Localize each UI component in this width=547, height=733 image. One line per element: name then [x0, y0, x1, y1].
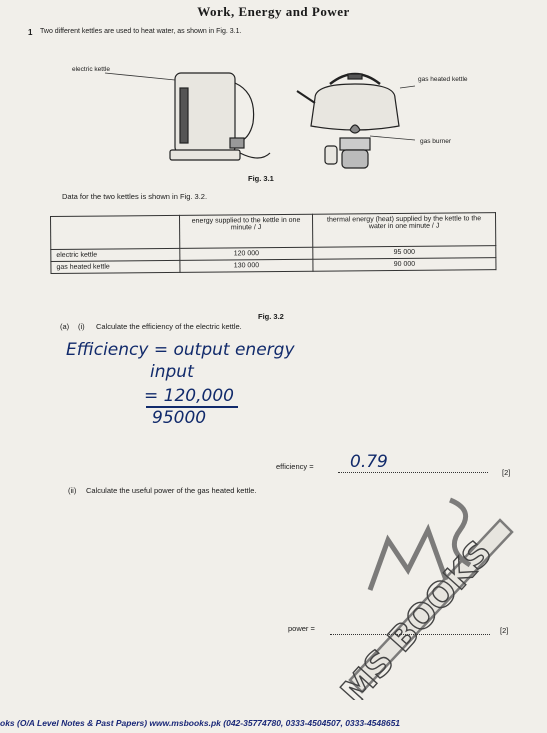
data-intro: Data for the two kettles is shown in Fig. 3.2.	[62, 192, 208, 201]
part-a-i-text: Calculate the efficiency of the electric kettle.	[96, 322, 242, 331]
handwriting-line-3: = 120,000	[144, 386, 234, 406]
svg-text:MS BOOKS: MS BOOKS	[333, 533, 501, 700]
electric-kettle-drawing	[170, 73, 270, 160]
label-gas-burner: gas burner	[420, 138, 452, 145]
marks-ii: [2]	[500, 626, 509, 635]
table-cell: 130 000	[180, 259, 313, 272]
gas-kettle-drawing	[297, 74, 399, 168]
table-cell: electric kettle	[51, 248, 180, 261]
figure2-caption: Fig. 3.2	[258, 312, 284, 321]
table-cell: 120 000	[180, 247, 313, 260]
footer-text: oks (O/A Level Notes & Past Papers) www.msbooks.pk (042-35774780, 0333-4504507, 0333-4548651	[0, 718, 401, 728]
handwriting-line-4: 95000	[152, 408, 207, 428]
table-cell: gas heated kettle	[51, 260, 180, 273]
efficiency-answer-line	[338, 472, 488, 473]
page-title: Work, Energy and Power	[197, 4, 350, 19]
part-a-label: (a)	[60, 322, 70, 331]
label-gas-kettle: gas heated kettle	[418, 76, 468, 83]
table-cell: 95 000	[313, 246, 496, 260]
watermark-logo	[330, 480, 520, 700]
table-header-cell: energy supplied to the kettle in one minute / J	[179, 214, 312, 248]
part-a-ii-text: Calculate the useful power of the gas heated kettle.	[86, 486, 257, 495]
figure-kettles	[60, 58, 480, 178]
table-header-cell	[51, 215, 180, 249]
table-row	[51, 258, 496, 274]
question-intro: Two different kettles are used to heat water, as shown in Fig. 3.1.	[40, 28, 242, 35]
table-header-row	[51, 213, 496, 250]
efficiency-answer-value: 0.79	[350, 452, 388, 472]
table-cell: 90 000	[313, 258, 496, 272]
handwriting-line-1: Efficiency = output energy	[66, 340, 295, 360]
efficiency-answer-label: efficiency =	[276, 462, 314, 471]
figure1-caption: Fig. 3.1	[248, 174, 274, 183]
kettle-data-table	[50, 212, 496, 274]
label-electric-kettle: electric kettle	[72, 66, 110, 73]
handwriting-line-2: input	[150, 362, 194, 382]
table-header-cell: thermal energy (heat) supplied by the kettle to the water in one minute / J	[312, 213, 495, 248]
question-number: 1	[28, 28, 33, 37]
part-a-i-label: (i)	[78, 322, 85, 331]
marks-i: [2]	[502, 468, 511, 477]
power-answer-line	[330, 634, 490, 635]
watermark	[330, 480, 520, 700]
part-a-ii-label: (ii)	[68, 486, 77, 495]
power-answer-label: power =	[288, 624, 315, 633]
